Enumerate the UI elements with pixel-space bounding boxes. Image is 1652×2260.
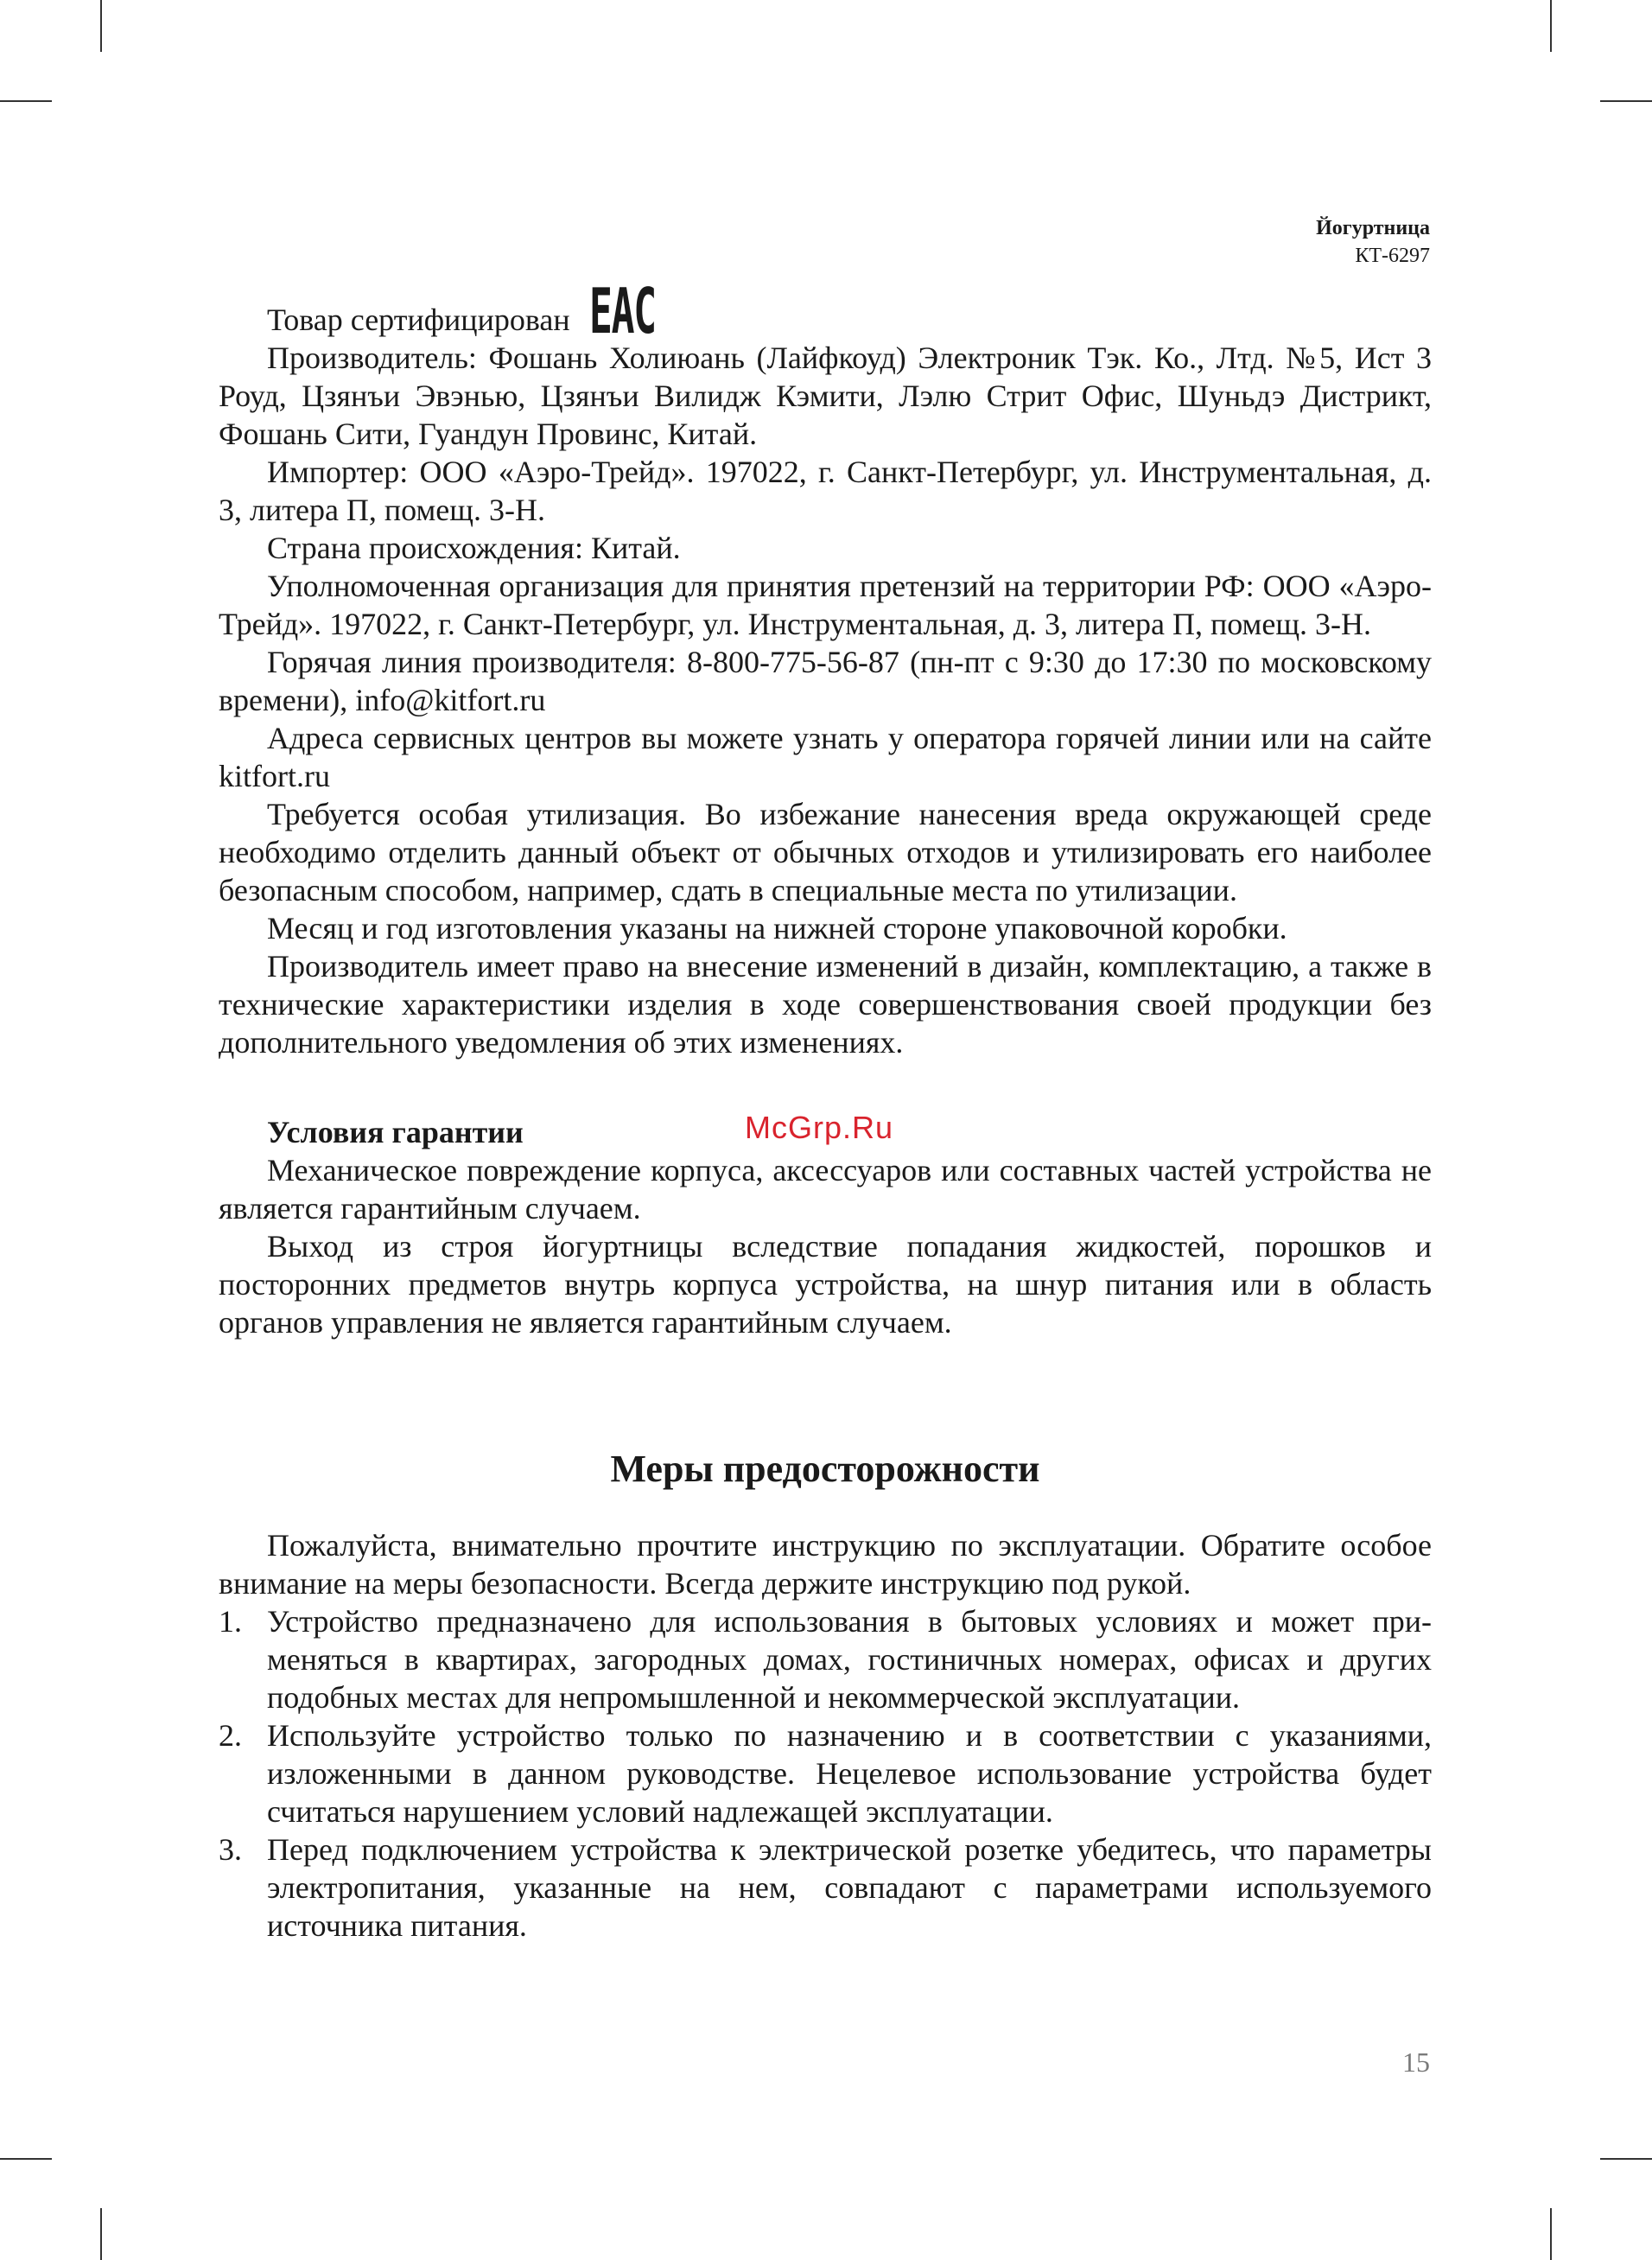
crop-mark — [100, 2208, 102, 2260]
page-number: 15 — [1402, 2047, 1430, 2078]
crop-mark — [1550, 2208, 1552, 2260]
crop-mark — [0, 100, 52, 102]
authorized-org-paragraph: Уполномоченная организация для принятия претензий на территории РФ: ООО «Аэро-Трейд». 197022, г. Санкт-Петербург, ул. Инструментальная, д. 3, литера П, помещ. 3-Н. — [219, 569, 1432, 641]
list-item-number: 2. — [219, 1718, 242, 1753]
crop-mark — [0, 2158, 52, 2160]
eac-mark-icon: EAC — [588, 275, 656, 347]
list-item-number: 3. — [219, 1832, 242, 1867]
watermark-link[interactable]: McGrp.Ru — [745, 1110, 894, 1145]
precautions-intro: Пожалуйста, внимательно прочтите инструкцию по эксплуатации. Обратите особое внимание на меры безопасности. Всегда держите инструкцию под рукой. — [219, 1528, 1432, 1601]
warranty-heading: Условия гарантии — [267, 1115, 524, 1149]
precautions-heading: Меры предосторожности — [610, 1448, 1040, 1490]
crop-mark — [1600, 2158, 1652, 2160]
warranty-paragraph: Механическое повреждение корпуса, аксессуаров или составных частей устройства не является гарантийным случаем. — [219, 1153, 1432, 1225]
disposal-paragraph: Требуется особая утилизация. Во избежание нанесения вреда окружающей среде необходимо отделить данный объект от обычных отходов и утилизировать его наиболее безопасным способом, например, сдать в специальные места по утилизации. — [219, 797, 1432, 907]
list-item-text: Устройство предназначено для использования в бытовых условиях и может применяться в квартирах, загородных домах, гостиничных номерах, офисах и других подобных местах для непромышленной и некоммерческой эксплуатации. — [267, 1604, 1432, 1715]
list-item — [219, 1716, 1432, 1830]
importer-paragraph: Импортер: ООО «Аэро-Трейд». 197022, г. Санкт-Петербург, ул. Инструментальная, д. 3, литера П, помещ. 3-Н. — [219, 455, 1432, 527]
certification-line — [219, 275, 1432, 347]
crop-mark — [1550, 0, 1552, 52]
list-item-text: Перед подключением устройства к электрической розетке убедитесь, что параметры электропитания, указанные на нем, совпадают с параметрами используемого источника питания. — [267, 1832, 1432, 1943]
list-item — [219, 1830, 1432, 1945]
product-title: Йогуртница — [1316, 217, 1430, 239]
manufacture-date-paragraph: Месяц и год изготовления указаны на нижней стороне упаковочной коробки. — [267, 911, 1287, 945]
crop-mark — [1600, 100, 1652, 102]
running-header — [1316, 214, 1430, 270]
service-centers-paragraph: Адреса сервисных центров вы можете узнать у оператора горячей линии или на сайте kitfort.ru — [219, 721, 1432, 793]
certification-text: Товар сертифицирован — [267, 302, 570, 337]
list-item — [219, 1602, 1432, 1716]
product-model: КТ-6297 — [1355, 245, 1430, 267]
design-changes-paragraph: Производитель имеет право на внесение изменений в дизайн, комплектацию, а также в технические характеристики изделия в ходе совершенствования своей продукции без дополнительного уведомления об этих изменениях. — [219, 949, 1432, 1060]
precautions-list — [219, 1602, 1432, 1945]
warranty-paragraph: Выход из строя йогуртницы вследствие попадания жидкостей, порошков и посторонних предметов внутрь корпуса устройства, на шнур питания или в область органов управления не является гарантийным случаем. — [219, 1229, 1432, 1340]
manufacturer-paragraph: Производитель: Фошань Холиюань (Лайфкоуд) Электроник Тэк. Ко., Лтд. №5, Ист 3 Роуд, Цзянъи Эвэнью, Цзянъи Вилидж Кэмити, Лэлю Стрит Офис, Шуньдэ Дистрикт, Фошань Сити, Гуандун Провинс, Китай. — [219, 341, 1432, 451]
origin-paragraph: Страна происхождения: Китай. — [267, 531, 681, 565]
hotline-paragraph: Горячая линия производителя: 8-800-775-56-87 (пн-пт с 9:30 до 17:30 по московскому времени), info@kitfort.ru — [219, 645, 1432, 717]
crop-mark — [100, 0, 102, 52]
list-item-text: Используйте устройство только по назначению и в соответствии с указаниями, изложенными в данном руководстве. Нецелевое использование устройства будет считаться нарушением условий надлежащей эксплуатации. — [267, 1718, 1432, 1829]
list-item-number: 1. — [219, 1604, 242, 1639]
